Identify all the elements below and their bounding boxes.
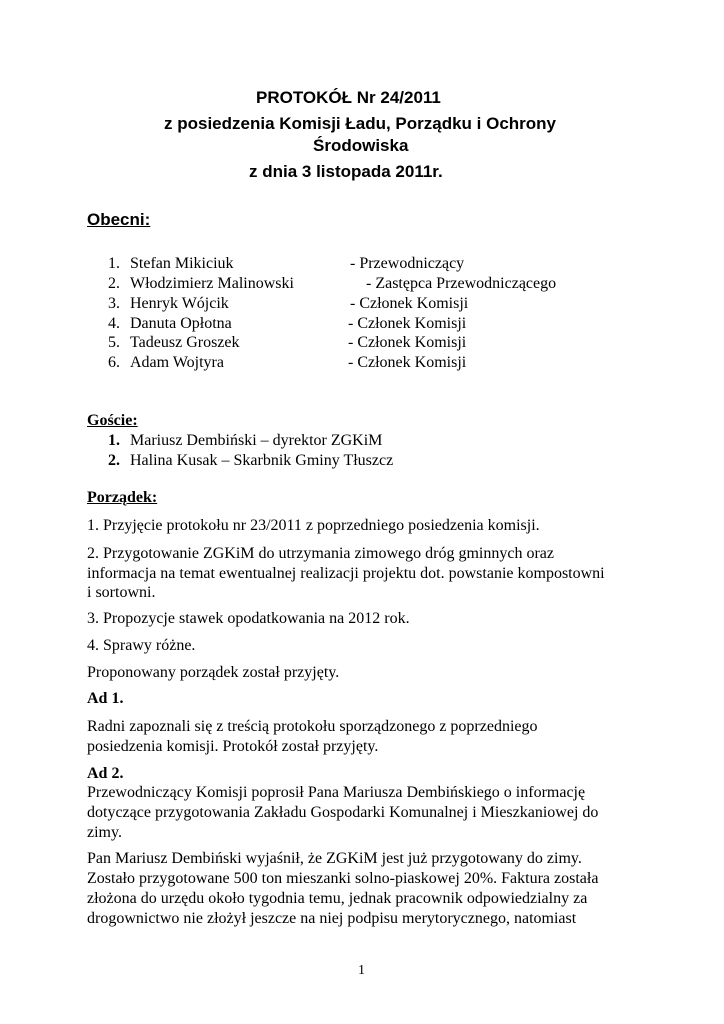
attendees-heading: Obecni: [87,210,151,229]
attendee-number: 5. [108,334,120,351]
attendee-role: - Członek Komisji [348,334,467,351]
ad2-paragraph-1-cont: zimy. [87,824,122,841]
protocol-title: PROTOKÓŁ Nr 24/2011 [256,88,441,107]
attendee-name: Włodzimierz Malinowski [130,275,294,292]
agenda-item-1: 1. Przyjęcie protokołu nr 23/2011 z poprzedniego posiedzenia komisji. [87,517,540,534]
guest-text: Halina Kusak – Skarbnik Gminy Tłuszcz [130,452,394,469]
attendee-name: Danuta Opłotna [130,315,232,332]
ad2-heading: Ad 2. [87,765,124,782]
page-number: 1 [358,963,365,978]
ad2-paragraph-2-cont: drogownictwo nie złożył jeszcze na niej podpisu merytorycznego, natomiast [87,910,577,927]
attendee-number: 6. [108,354,120,371]
attendee-number: 2. [108,275,120,292]
attendee-role: - Członek Komisji [350,295,469,312]
attendee-number: 4. [108,315,120,332]
ad2-paragraph-2-cont: Zostało przygotowane 500 ton mieszanki solno-piaskowej 20%. Faktura została [87,870,599,887]
attendee-role: - Członek Komisji [348,315,467,332]
agenda-accepted: Proponowany porządek został przyjęty. [87,664,340,681]
meeting-description-cont: Środowiska [313,136,409,155]
meeting-date: z dnia 3 listopada 2011r. [249,162,443,181]
guest-number: 1. [108,432,120,449]
guest-text: Mariusz Dembiński – dyrektor ZGKiM [130,432,383,449]
ad2-paragraph-1-cont: dotyczące przygotowania Zakładu Gospodarki Komunalnej i Mieszkaniowej do [87,804,599,821]
agenda-item-3: 3. Propozycje stawek opodatkowania na 2012 rok. [87,610,410,627]
agenda-item-2-cont: informacja na temat ewentualnej realizacji projektu dot. powstanie kompostowni [87,565,605,582]
attendee-number: 1. [108,255,120,272]
agenda-item-2: 2. Przygotowanie ZGKiM do utrzymania zimowego dróg gminnych oraz [87,545,554,562]
guest-number: 2. [108,452,120,469]
attendee-name: Stefan Mikiciuk [130,255,234,272]
ad2-paragraph-2-cont: złożona do urzędu około tygodnia temu, jednak pracownik odpowiedzialny za [87,890,588,907]
attendee-role: - Członek Komisji [348,354,467,371]
attendee-name: Henryk Wójcik [130,295,229,312]
ad2-paragraph-2: Pan Mariusz Dembiński wyjaśnił, że ZGKiM jest już przygotowany do zimy. [87,850,582,867]
agenda-item-2-cont: i sortowni. [87,584,156,601]
attendee-name: Tadeusz Groszek [130,334,240,351]
ad1-text-cont: posiedzenia komisji. Protokół został przyjęty. [87,738,379,755]
attendee-role: - Przewodniczący [350,255,465,272]
ad2-paragraph-1: Przewodniczący Komisji poprosił Pana Mariusza Dembińskiego o informację [87,784,586,801]
attendee-role: - Zastępca Przewodniczącego [366,275,557,292]
meeting-description: z posiedzenia Komisji Ładu, Porządku i Ochrony [164,114,557,133]
agenda-heading: Porządek: [87,489,158,506]
ad1-text: Radni zapoznali się z treścią protokołu sporządzonego z poprzedniego [87,718,538,735]
guests-heading: Goście: [87,412,138,429]
ad1-heading: Ad 1. [87,690,124,707]
attendee-name: Adam Wojtyra [130,354,224,371]
agenda-item-4: 4. Sprawy różne. [87,637,196,654]
attendee-number: 3. [108,295,120,312]
